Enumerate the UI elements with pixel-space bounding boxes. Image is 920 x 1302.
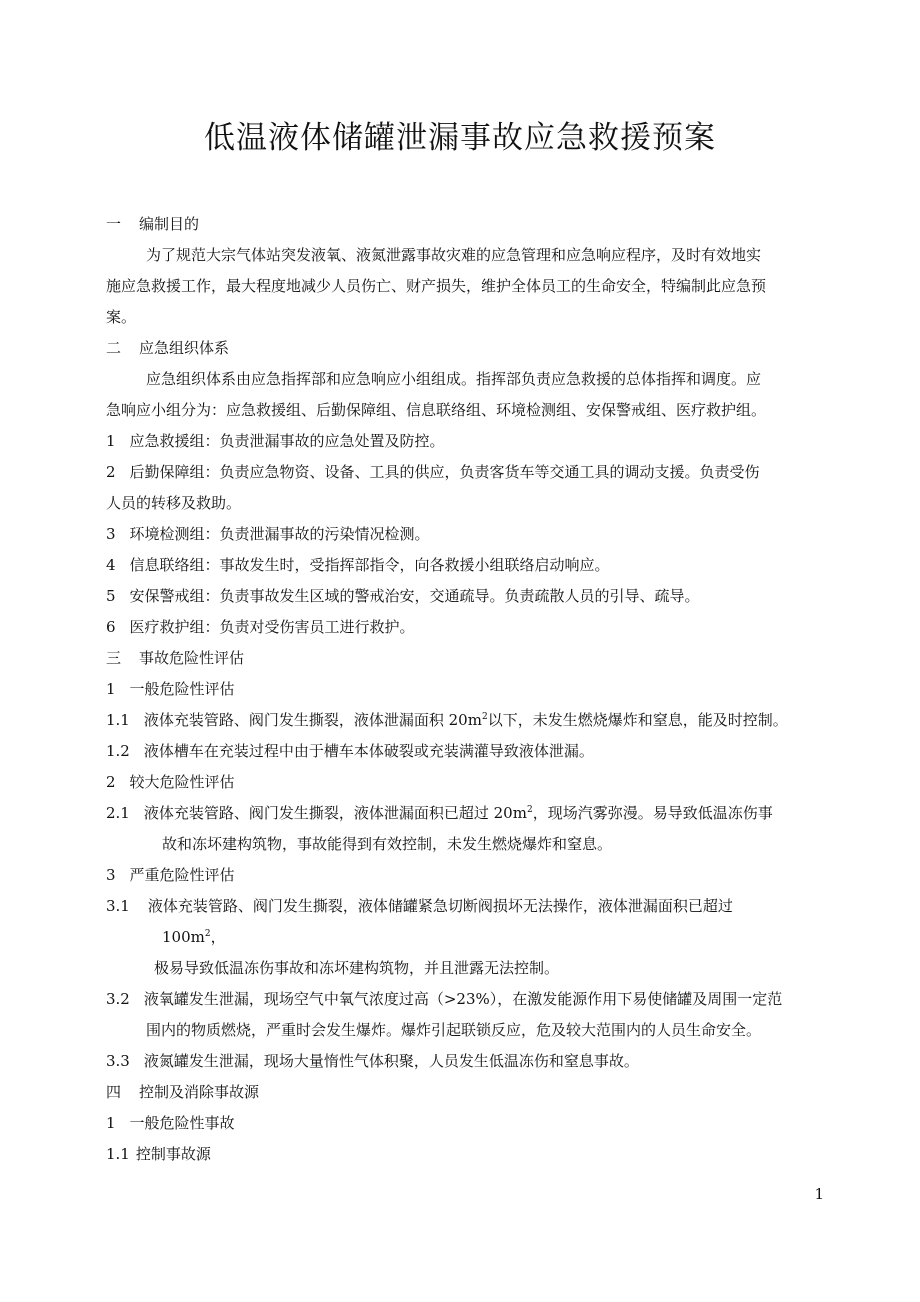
list-item: [106, 710, 788, 730]
item-number: 1: [106, 1114, 116, 1132]
paragraph-line: 案。: [106, 308, 137, 326]
item-text: ，现场汽雾弥漫。易导致低温冻伤事: [532, 804, 773, 822]
subsection-heading: [106, 772, 235, 792]
item-number: 5: [106, 587, 116, 605]
item-text: 液体充装管路、阀门发生撕裂，液体储罐紧急切断阀损坏无法操作，液体泄漏面积已超过: [147, 897, 733, 915]
list-item: [106, 896, 733, 916]
item-number: 2.1: [106, 804, 130, 822]
section-number: 一: [106, 215, 122, 233]
item-text: 液氧罐发生泄漏，现场空气中氧气浓度过高（>23%），在激发能源作用下易使储罐及周围一定范: [143, 990, 783, 1008]
item-text: 液氮罐发生泄漏，现场大量惰性气体积聚，人员发生低温冻伤和窒息事故。: [143, 1052, 639, 1070]
item-number: 6: [106, 618, 116, 636]
item-text: 安保警戒组：负责事故发生区域的警戒治安，交通疏导。负责疏散人员的引导、疏导。: [129, 587, 700, 605]
subsection-heading: [106, 865, 235, 885]
item-text: 较大危险性评估: [129, 773, 235, 791]
paragraph-line: 急响应小组分为：应急救援组、后勤保障组、信息联络组、环境检测组、安保警戒组、医疗救护组。: [106, 401, 767, 419]
item-number: 1: [106, 680, 116, 698]
subsection-heading: [106, 1113, 235, 1133]
subsection-heading: [106, 679, 235, 699]
item-number: 3.3: [106, 1052, 130, 1070]
item-text: 液体充装管路、阀门发生撕裂，液体泄漏面积 20m: [143, 711, 482, 729]
page-number: 1: [814, 1185, 824, 1203]
item-number: 3.1: [106, 897, 130, 915]
list-item: [106, 431, 445, 451]
item-text: 环境检测组：负责泄漏事故的污染情况检测。: [129, 525, 430, 543]
item-text: 液体槽车在充装过程中由于槽车本体破裂或充装满灌导致液体泄漏。: [143, 742, 594, 760]
item-continuation: 故和冻坏建构筑物，事故能得到有效控制，未发生燃烧爆炸和窒息。: [162, 835, 613, 853]
item-number: 3.2: [106, 990, 130, 1008]
item-text: 一般危险性事故: [129, 1114, 235, 1132]
section-title: 事故危险性评估: [139, 649, 245, 667]
item-number: 1: [106, 432, 116, 450]
item-text: 医疗救护组：负责对受伤害员工进行救护。: [129, 618, 415, 636]
document-title: 低温液体储罐泄漏事故应急救援预案: [204, 120, 716, 156]
item-number: 1.2: [106, 742, 130, 760]
item-text: 以下，未发生燃烧爆炸和窒息，能及时控制。: [487, 711, 788, 729]
item-continuation: 人员的转移及救助。: [106, 494, 242, 512]
item-number: 3: [106, 525, 116, 543]
paragraph-line: 为了规范大宗气体站突发液氧、液氮泄露事故灾难的应急管理和应急响应程序，及时有效地实: [146, 246, 762, 264]
section-heading-1: [106, 214, 199, 234]
list-item: [106, 555, 610, 575]
item-number: 4: [106, 556, 116, 574]
list-item: [106, 524, 430, 544]
list-item: [106, 586, 700, 606]
section-heading-4: [106, 1082, 259, 1102]
superscript: 2: [481, 712, 488, 722]
item-continuation: 围内的物质燃烧，严重时会发生爆炸。爆炸引起联锁反应，危及较大范围内的人员生命安全。: [146, 1021, 762, 1039]
item-text: 一般危险性评估: [129, 680, 235, 698]
item-text: 控制事故源: [135, 1145, 211, 1163]
item-text: 液体充装管路、阀门发生撕裂，液体泄漏面积已超过 20m: [143, 804, 527, 822]
item-number: 2: [106, 773, 116, 791]
section-number: 二: [106, 339, 122, 357]
section-title: 控制及消除事故源: [139, 1083, 260, 1101]
item-text: ，: [210, 928, 226, 946]
superscript: 2: [204, 929, 211, 939]
item-continuation: [162, 927, 226, 947]
paragraph-line: 施应急救援工作，最大程度地减少人员伤亡、财产损失，维护全体员工的生命安全，特编制此应急预: [106, 277, 767, 295]
section-number: 三: [106, 649, 122, 667]
superscript: 2: [526, 805, 533, 815]
item-text: 后勤保障组：负责应急物资、设备、工具的供应，负责客货车等交通工具的调动支援。负责受伤: [129, 463, 760, 481]
section-heading-3: [106, 648, 244, 668]
list-item: [106, 741, 594, 761]
item-number: 3: [106, 866, 116, 884]
list-item: [106, 462, 760, 482]
item-text: 100m: [162, 928, 205, 946]
list-item: [106, 803, 773, 823]
item-number: 1.1: [106, 711, 130, 729]
item-text: 应急救援组：负责泄漏事故的应急处置及防控。: [129, 432, 445, 450]
section-title: 应急组织体系: [139, 339, 230, 357]
section-number: 四: [106, 1083, 122, 1101]
list-item: [106, 1144, 211, 1164]
list-item: [106, 617, 415, 637]
section-heading-2: [106, 338, 229, 358]
section-title: 编制目的: [139, 215, 200, 233]
item-text: 信息联络组：事故发生时，受指挥部指令，向各救援小组联络启动响应。: [129, 556, 610, 574]
item-continuation: 极易导致低温冻伤事故和冻坏建构筑物，并且泄露无法控制。: [154, 959, 560, 977]
item-number: 2: [106, 463, 116, 481]
list-item: [106, 1051, 639, 1071]
list-item: [106, 989, 782, 1009]
paragraph-line: 应急组织体系由应急指挥部和应急响应小组组成。指挥部负责应急救援的总体指挥和调度。应: [146, 370, 762, 388]
item-number: 1.1: [106, 1145, 130, 1163]
item-text: 严重危险性评估: [129, 866, 235, 884]
